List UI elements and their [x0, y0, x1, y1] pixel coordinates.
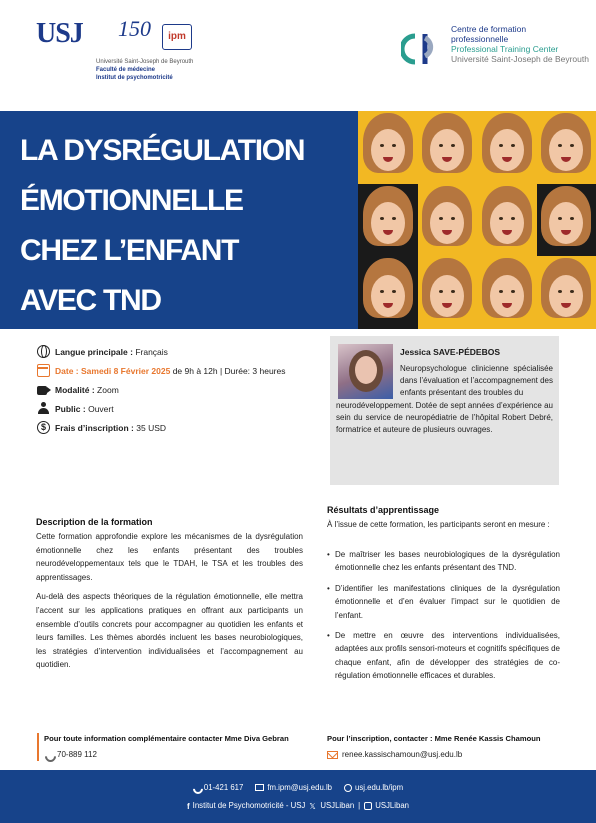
emotion-photo: [358, 256, 418, 329]
results-title: Résultats d’apprentissage: [327, 505, 440, 515]
date-row: [37, 361, 322, 380]
trainer-bio-intro: Neuropsychologue clinicienne spécialisée dans l’évaluation et l’accompagnement des enfants présentant des troubles du: [400, 364, 553, 398]
page-title: [20, 126, 350, 326]
faculty-name: Faculté de médecine: [96, 67, 156, 73]
info-contact-phone[interactable]: [44, 748, 307, 761]
fees-row: [37, 418, 322, 437]
phone-icon: [44, 750, 53, 759]
footer-separator: |: [358, 801, 361, 810]
x-icon: 𝕏: [309, 801, 316, 811]
cfp-line-4: Université Saint-Joseph de Beyrouth: [451, 54, 589, 64]
title-line-4: AVEC TND: [20, 284, 161, 317]
fees-value: 35 USD: [136, 422, 167, 433]
results-list: [327, 548, 560, 690]
footer-website-url: usj.edu.lb/ipm: [355, 783, 404, 792]
instagram-icon: [364, 802, 372, 810]
description-text: [36, 530, 303, 672]
language-label: Langue principale :: [55, 346, 133, 357]
footer-handle-2-text: USJLiban: [375, 801, 409, 810]
emotion-photo: [537, 256, 596, 329]
footer-facebook-name: Institut de Psychomotricité - USJ: [192, 801, 306, 810]
title-line-2: ÉMOTIONNELLE: [20, 184, 243, 217]
mail-icon: [255, 784, 264, 791]
info-contact: [37, 733, 307, 761]
footer-phone-number: 01-421 617: [203, 783, 244, 792]
anniversary-mark: 150: [118, 16, 151, 41]
cfp-text: [451, 24, 596, 64]
registration-email-link[interactable]: [327, 748, 567, 761]
description-paragraph-2: Au-delà des aspects théoriques de la régulation émotionnelle, elle mettra l’accent sur les applications pratiques en offrant aux participants un ensemble d’outils concrets pour accompagner au quotidien les enfants et leurs familles. Les thèmes abordés incluent les bases neurobiologiques, les stratégies d’intervention individualisées et l’accompagnement au quotidien.: [36, 592, 303, 670]
registration-contact-title: Pour l’inscription, contacter : Mme Renée Kassis Chamoun: [327, 734, 541, 743]
trainer-card: [330, 336, 559, 485]
trainer-bio-rest: neurodéveloppement. Dotée de sept années d’expérience au sein du service de neuropédiatrie de l’hôpital Robert Debré, formatrice et auteure de plusieurs ouvrages.: [336, 400, 553, 435]
user-icon: [37, 402, 50, 415]
child-emotions-photo-grid: [358, 111, 596, 329]
dollar-icon: $: [37, 421, 50, 434]
globe-icon: [37, 345, 50, 358]
info-contact-title: Pour toute information complémentaire contacter Mme Diva Gebran: [44, 734, 289, 743]
course-info: [37, 342, 322, 437]
facebook-icon: f: [187, 801, 190, 811]
public-label: Public :: [55, 403, 86, 414]
results-intro: À l’issue de cette formation, les participants seront en mesure :: [327, 520, 550, 529]
ipm-logo: ipm: [162, 24, 192, 50]
footer-website[interactable]: [344, 783, 403, 792]
video-camera-icon: [37, 386, 47, 395]
language-value: Français: [135, 346, 168, 357]
date-value: Samedi 8 Février 2025: [81, 365, 171, 376]
fees-label: Frais d’inscription :: [55, 422, 134, 433]
results-item: • De maîtriser les bases neurobiologiques de la dysrégulation émotionnelle chez les enfants présentant des TND.: [327, 548, 560, 575]
footer-phone[interactable]: [193, 783, 243, 792]
usj-subtitle: [96, 58, 256, 82]
description-title: Description de la formation: [36, 517, 153, 527]
emotion-photo: [477, 256, 537, 329]
emotion-photo: [477, 111, 537, 184]
calendar-icon: [37, 364, 50, 377]
footer-handle-1[interactable]: [309, 801, 354, 810]
description-paragraph-1: Cette formation approfondie explore les mécanismes de la dysrégulation émotionnelle chez les enfants présentant des troubles neurodéveloppementaux tels que le TDAH, le TSA et les troubles des apprentissages.: [36, 532, 303, 582]
public-row: [37, 399, 322, 418]
globe-icon: [344, 784, 352, 792]
university-name: Université Saint-Joseph de Beyrouth: [96, 59, 194, 65]
emotion-photo: [358, 111, 418, 184]
modality-value: Zoom: [97, 384, 119, 395]
registration-email: renee.kassischamoun@usj.edu.lb: [342, 750, 463, 759]
title-line-3: CHEZ L’ENFANT: [20, 234, 239, 267]
results-item: • D’identifier les manifestations cliniques de la dysrégulation émotionnelle et d’en évaluer l’impact sur le quotidien de l’enfant.: [327, 582, 560, 622]
footer: [0, 770, 596, 823]
usj-wordmark: USJ: [36, 18, 83, 49]
cfp-line-1: Centre de formation: [451, 24, 527, 34]
footer-email[interactable]: [255, 783, 332, 792]
emotion-photo: [537, 111, 596, 184]
footer-handle-1-text: USJLiban: [320, 801, 355, 810]
time-text: de 9h à 12h | Durée: 3 heures: [172, 365, 286, 376]
emotion-photo: [418, 256, 478, 329]
trainer-bio: [336, 363, 553, 436]
footer-email-address: fm.ipm@usj.edu.lb: [267, 783, 333, 792]
public-value: Ouvert: [88, 403, 114, 414]
date-label: Date :: [55, 365, 79, 376]
footer-contact-row: [0, 783, 596, 792]
registration-contact: [327, 733, 567, 761]
cfp-line-2: professionnelle: [451, 34, 509, 44]
footer-social-row: [0, 801, 596, 810]
title-line-1: LA DYSRÉGULATION: [20, 134, 305, 167]
cfp-logo-icon: [401, 30, 445, 68]
emotion-photo: [537, 184, 596, 257]
emotion-photo: [477, 184, 537, 257]
emotion-photo: [418, 111, 478, 184]
footer-facebook[interactable]: [187, 801, 305, 810]
trainer-name: Jessica SAVE-PÉDEBOS: [400, 347, 500, 357]
institute-name: Institut de psychomotricité: [96, 75, 173, 81]
mail-icon: [327, 751, 338, 759]
modality-label: Modalité :: [55, 384, 95, 395]
results-item: • De mettre en œuvre des interventions individualisées, adaptées aux profils sensori-moteurs et cognitifs spécifiques de chaque enfant, afin de développer des stratégies de co-régulation émotionnelle efficaces et durables.: [327, 629, 560, 683]
usj-logo: [36, 16, 194, 81]
cfp-line-3: Professional Training Center: [451, 44, 559, 54]
emotion-photo: [358, 184, 418, 257]
modality-row: [37, 380, 322, 399]
footer-handle-2[interactable]: [364, 801, 409, 810]
emotion-photo: [418, 184, 478, 257]
info-phone-number: 70-889 112: [57, 750, 97, 759]
phone-icon: [193, 784, 201, 792]
language-row: [37, 342, 322, 361]
